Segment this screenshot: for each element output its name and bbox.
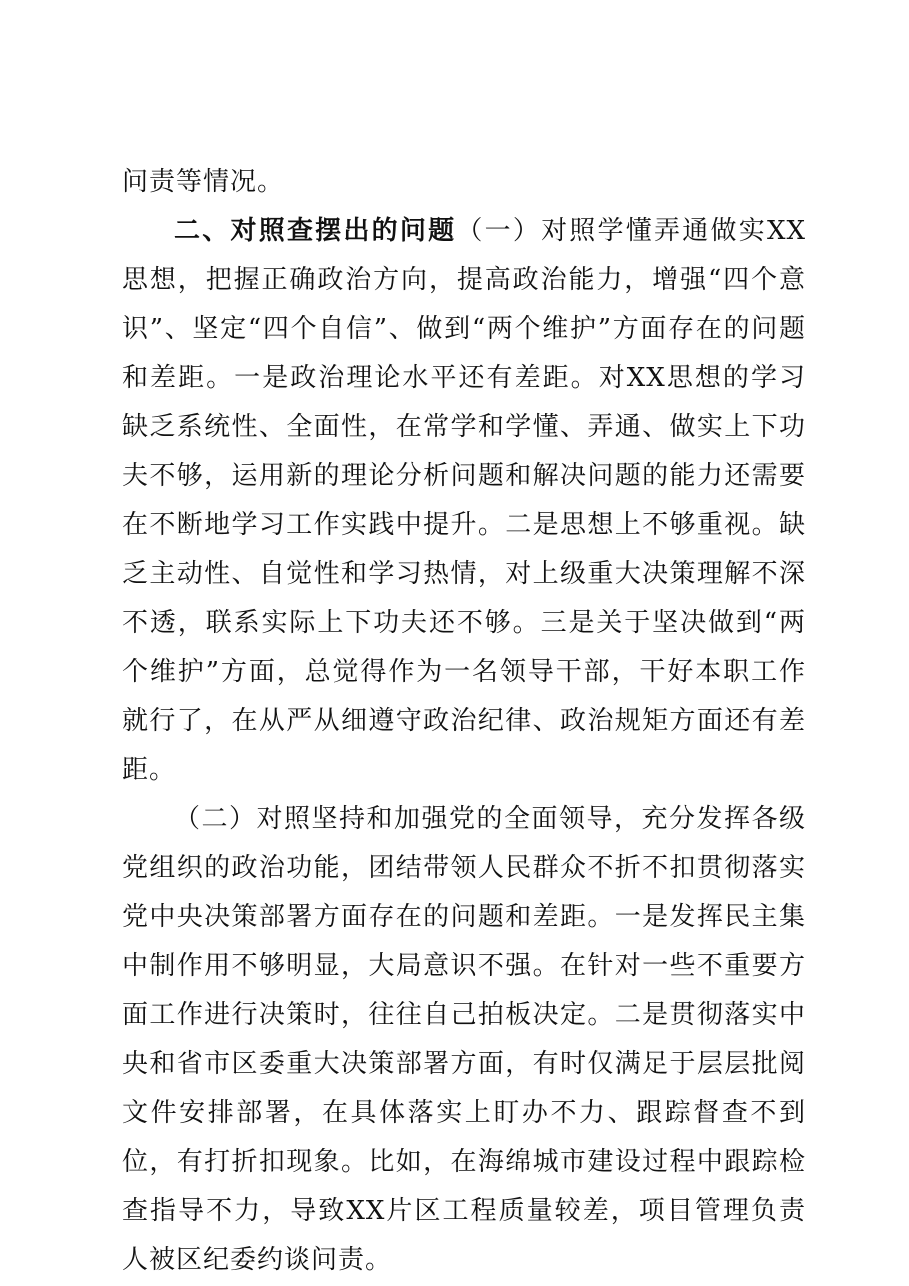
paragraph-section-two <box>122 207 806 795</box>
paragraph-item-two <box>122 795 806 1285</box>
document-body <box>122 158 806 1285</box>
paragraph-text: 问责等情况。 <box>122 167 285 197</box>
section-heading: 二、对照查摆出的问题 <box>174 216 457 246</box>
paragraph-text: （二）对照坚持和加强党的全面领导，充分发挥各级党组织的政治功能，团结带领人民群众不折不扣贯彻落实党中央决策部署方面存在的问题和差距。一是发挥民主集中制作用不够明显，大局意识不强。在针对一些不重要方面工作进行决策时，往往自己拍板决定。二是贯彻落实中央和省市区委重大决策部署方面，有时仅满足于层层批阅文件安排部署，在具体落实上盯办不力、跟踪督查不到位，有打折扣现象。比如，在海绵城市建设过程中跟踪检查指导不力，导致XX片区工程质量较差，项目管理负责人被区纪委约谈问责。 <box>122 804 806 1275</box>
paragraph-closing-fragment <box>122 158 806 207</box>
paragraph-text: （一）对照学懂弄通做实XX思想，把握正确政治方向，提高政治能力，增强“四个意识”、坚定“四个自信”、做到“两个维护”方面存在的问题和差距。一是政治理论水平还有差距。对XX思想的学习缺乏系统性、全面性，在常学和学懂、弄通、做实上下功夫不够，运用新的理论分析问题和解决问题的能力还需要在不断地学习工作实践中提升。二是思想上不够重视。缺乏主动性、自觉性和学习热情，对上级重大决策理解不深不透，联系实际上下功夫还不够。三是关于坚决做到“两个维护”方面，总觉得作为一名领导干部，干好本职工作就行了，在从严从细遵守政治纪律、政治规矩方面还有差距。 <box>122 216 806 785</box>
